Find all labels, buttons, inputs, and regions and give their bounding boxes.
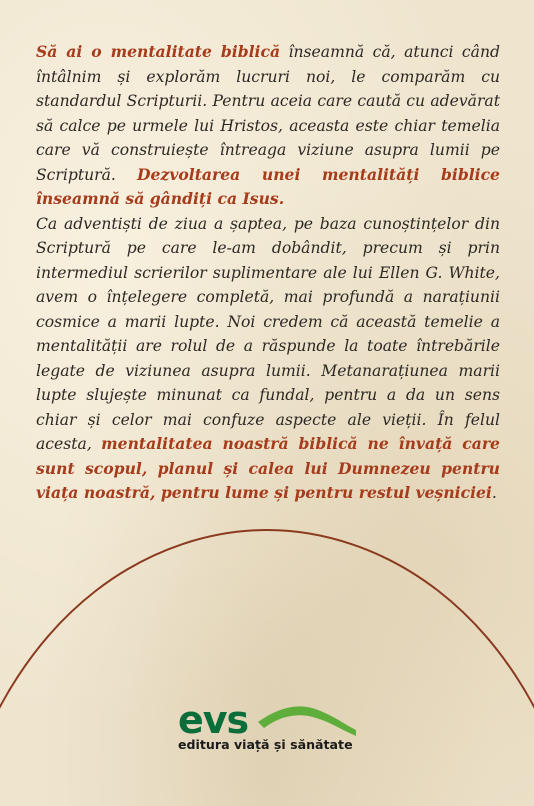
paragraph-2-body: Ca adventiști de ziua a șaptea, pe baza cunoștințelor din Scriptură pe care le-am dobândit, precum și prin intermediul scrierilor suplimentare ale lui Ellen G. White, avem o înțelegere completă, mai profundă a narațiunii cosmice a marii lupte. Noi credem că această temelie a mentalității are rolul de a răspunde la toate întrebările legate de viziunea asupra lumii. Metanarațiunea marii lupte slujește minunat ca fundal, pentru a da un sens chiar și celor mai confuze aspecte ale vieții. În felul acesta, — [36, 214, 500, 453]
logo-wordmark: evs — [178, 698, 249, 742]
publisher-tagline: editura viață și sănătate — [178, 737, 353, 752]
paragraph-2-end: . — [491, 484, 497, 502]
publisher-logo — [176, 700, 366, 756]
paragraph-2-emphasis: mentalitatea noastră biblică ne învață care sunt scopul, planul și calea lui Dumnezeu pentru viața noastră, pentru lume și pentru restul veșniciei — [36, 434, 500, 502]
paragraph-1-body: înseamnă că, atunci când întâlnim și explorăm lucruri noi, le comparăm cu standardul Scripturii. Pentru aceia care caută cu adevărat să calce pe urmele lui Hristos, aceasta este chiar temelia care vă construiește întreaga viziune asupra lumii pe Scriptură. — [36, 43, 500, 184]
paragraph-1-lead: Să ai o mentalitate biblică — [36, 42, 281, 61]
paragraph-1-emphasis: Dezvoltarea unei mentalități biblice înseamnă să gândiți ca Isus. — [36, 164, 500, 208]
